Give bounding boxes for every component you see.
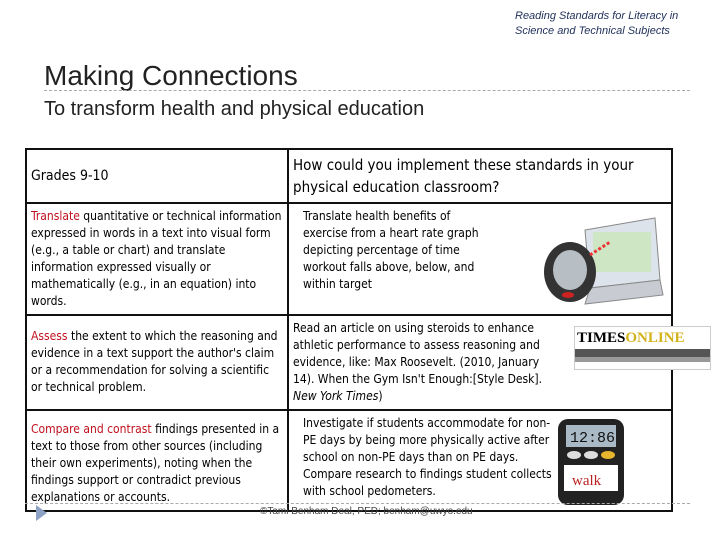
col2-header: How could you implement these standards in your physical education classroom? — [288, 149, 672, 203]
idea-cell — [288, 315, 685, 410]
idea-text: Translate health benefits of exercise from a heart rate graph depicting percentage of time workout falls above, below, and within target — [303, 209, 479, 291]
table-row — [26, 203, 672, 315]
table-row — [26, 315, 672, 410]
table-header-row — [26, 149, 672, 203]
times-online-image — [574, 326, 711, 370]
idea-cell — [288, 203, 672, 315]
col1-header: Grades 9-10 — [26, 149, 288, 203]
title-divider — [44, 90, 690, 91]
standards-table — [25, 148, 685, 512]
standard-verb: Compare and contrast — [31, 422, 152, 436]
logo-text-2: ONLINE — [625, 330, 685, 346]
slide-arrow-icon — [36, 505, 47, 521]
logo-text: TIMES — [577, 330, 626, 346]
pedometer-image — [556, 417, 626, 507]
footer-credit: ©Tami Benham Deal, PED; benham@uwyo.edu — [260, 506, 473, 517]
idea-cell — [288, 410, 672, 511]
standard-text: quantitative or technical information expressed in words in a text into visual form (e.g., a table or chart) and translate information expressed visually or mathematically (e.g., in an equation) into words. — [31, 209, 282, 308]
table-row — [26, 410, 672, 511]
standard-verb: Assess — [31, 329, 68, 343]
idea-body: Read an article on using steroids to enhance athletic performance to assess reasoning and evidence, like: Max Roosevelt. (2010, January 14). When the Gym Isn't Enough:[Style Desk]. — [293, 321, 543, 386]
standard-cell — [26, 315, 288, 410]
standards-label: Reading Standards for Literacy in Science and Technical Subjects — [515, 10, 679, 37]
standard-cell — [26, 410, 288, 511]
pedometer-brand: walk — [572, 473, 602, 489]
idea-source: New York Times — [293, 389, 379, 403]
standard-verb: Translate — [31, 209, 80, 223]
pedometer-display: 12:86 — [570, 430, 616, 447]
idea-text: Investigate if students accommodate for non-PE days by being more physically active after school on non-PE days than on PE days. Compare research to findings student collects with school pedometers. — [303, 416, 552, 498]
standard-text: the extent to which the reasoning and evidence in a text support the author's claim or a recommendation for solving a scientific or technical problem. — [31, 329, 278, 394]
idea-text — [293, 320, 561, 405]
footer-divider — [25, 503, 690, 504]
page-subtitle: To transform health and physical education — [44, 98, 425, 120]
heart-rate-monitor-image — [535, 210, 665, 310]
idea-end: ) — [378, 389, 383, 403]
standard-cell — [26, 203, 288, 315]
standard-text: findings presented in a text to those from other sources (including their own experiments), noting when the findings support or contradict previous explanations or accounts. — [31, 422, 280, 504]
page-title: Making Connections — [44, 60, 298, 91]
